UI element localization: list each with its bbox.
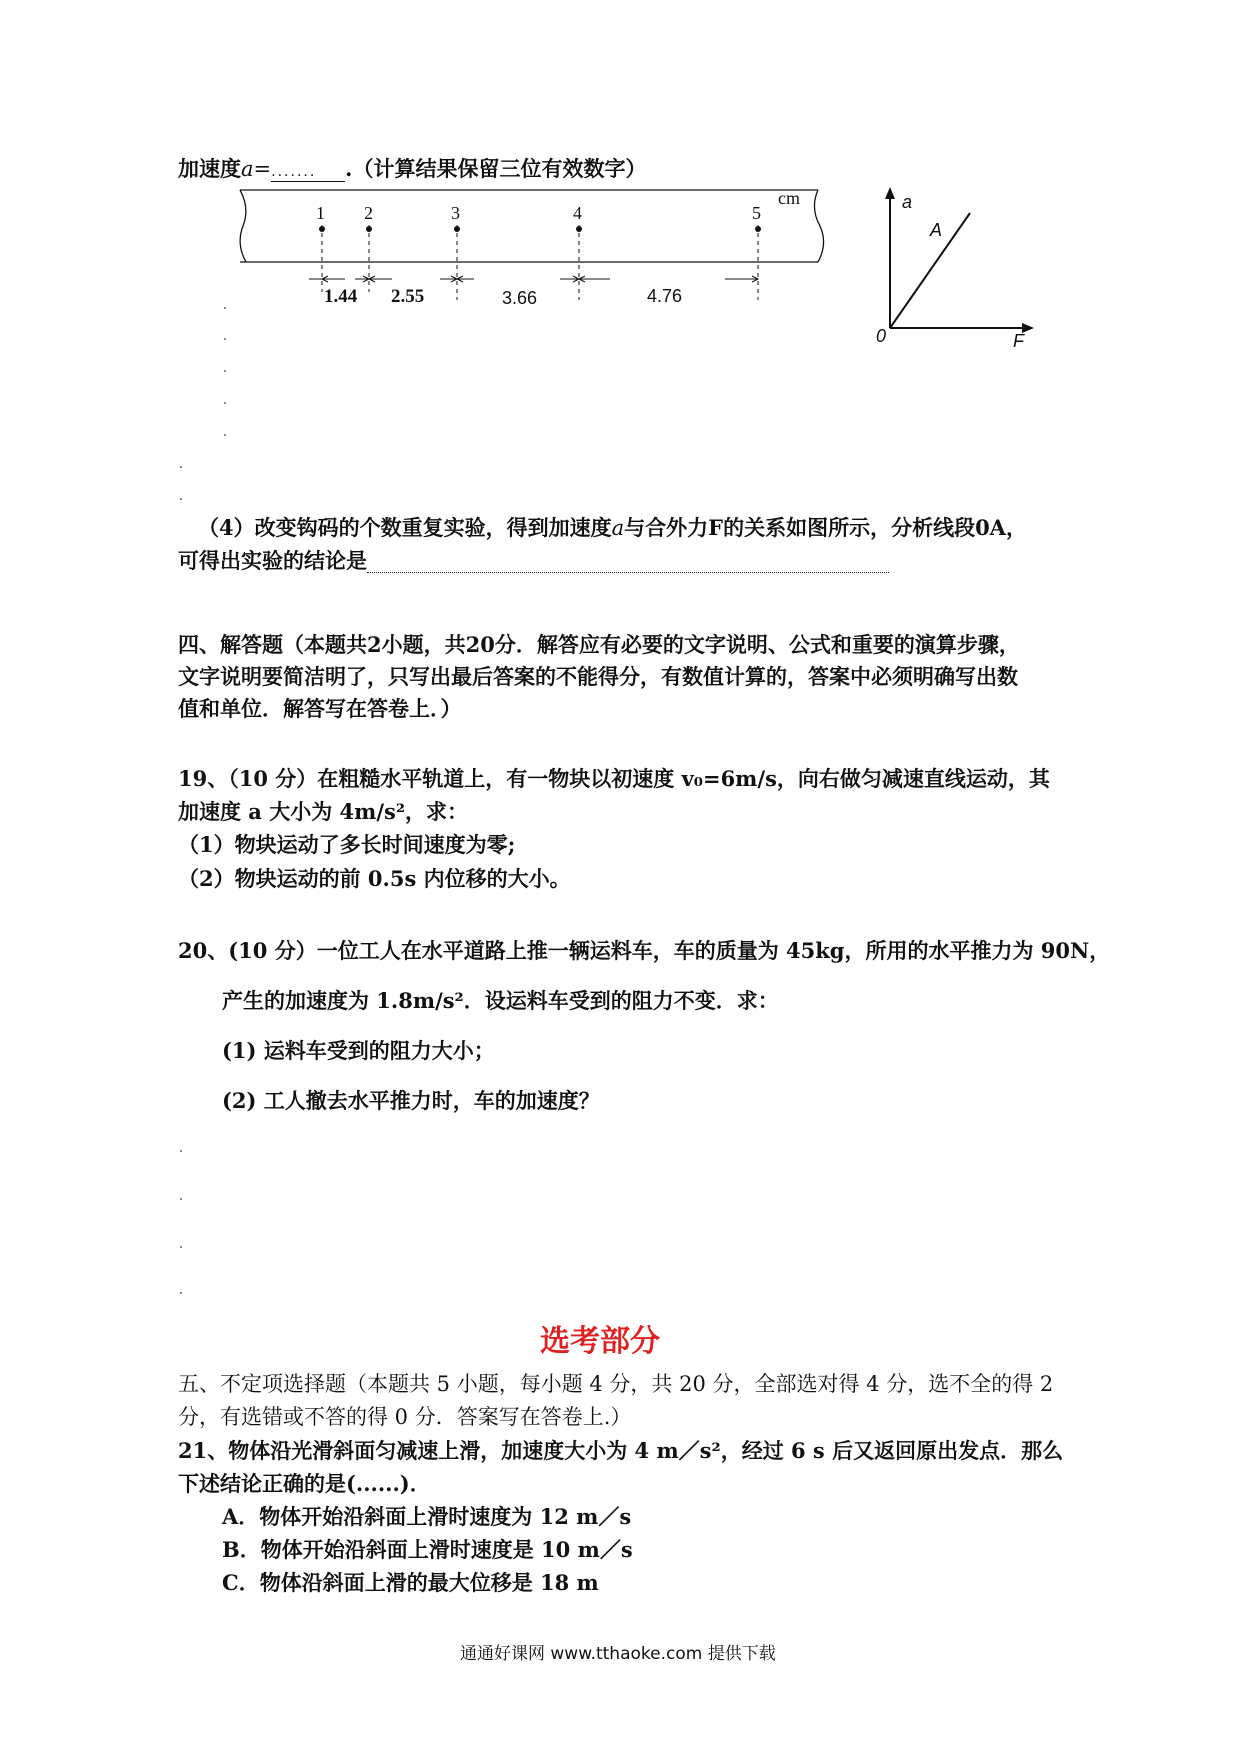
- scan-dot: [224, 434, 226, 436]
- tape-left-tear: [240, 190, 246, 262]
- scan-dot: [180, 466, 182, 468]
- point-1-dot: [319, 226, 325, 232]
- measure-arrow-5: [725, 276, 758, 282]
- point-1-label: 1: [316, 203, 325, 223]
- point-3-label: 3: [451, 203, 460, 223]
- point-2-label: 2: [364, 203, 373, 223]
- q21-option-b[interactable]: B．物体开始沿斜面上滑时速度是 10 m／s: [222, 1537, 633, 1562]
- section4-line3: 值和单位．解答写在答卷上．）: [178, 696, 462, 721]
- distance-4-5: 4.76: [647, 286, 683, 306]
- elective-section-title: 选考部分: [540, 1324, 660, 1359]
- part4-line1: [198, 515, 1027, 541]
- scan-dot: [180, 1246, 182, 1248]
- q21-option-c[interactable]: C．物体沿斜面上滑的最大位移是 18 m: [222, 1570, 599, 1595]
- graph-svg: [860, 185, 1050, 355]
- graph-y-label: a: [902, 192, 913, 212]
- q21-option-a[interactable]: A．物体开始沿斜面上滑时速度为 12 m／s: [222, 1504, 632, 1529]
- part4-text-b: 与合外力F的关系如图所示，分析线段0A，: [624, 515, 1027, 540]
- point-3-dot: [454, 226, 460, 232]
- q19-line1: 19、（10 分）在粗糙水平轨道上，有一物块以初速度 v₀=6m/s，向右做匀减速直线运动，其: [178, 766, 1050, 791]
- section5-line1: 五、不定项选择题（本题共 5 小题，每小题 4 分，共 20 分，全部选对得 4 分，选不全的得 2: [178, 1372, 1054, 1396]
- accel-prefix: 加速度: [178, 156, 241, 181]
- point-5-label: 5: [752, 203, 761, 223]
- scan-dot: [180, 1150, 182, 1152]
- conclusion-answer-blank[interactable]: [367, 552, 889, 573]
- graph-origin-label: 0: [876, 326, 887, 346]
- q20-part1: (1) 运料车受到的阻力大小；: [222, 1038, 495, 1063]
- section4-line2: 文字说明要简洁明了，只写出最后答案的不能得分，有数值计算的，答案中必须明确写出数: [178, 664, 1018, 689]
- point-5-dot: [755, 226, 761, 232]
- q19-part1: （1）物块运动了多长时间速度为零;: [178, 832, 516, 857]
- measure-arrow-2-3: [355, 276, 392, 282]
- section4-line1: 四、解答题（本题共2小题，共20分．解答应有必要的文字说明、公式和重要的演算步骤，: [178, 632, 1020, 657]
- q19-part2: （2）物块运动的前 0.5s 内位移的大小。: [178, 866, 571, 891]
- q20-line1: 20、(10 分）一位工人在水平道路上推一辆运料车，车的质量为 45kg，所用的水平推力为 90N，: [178, 938, 1111, 963]
- measure-arrow-3: [440, 276, 474, 282]
- accel-answer-blank[interactable]: .......: [271, 164, 345, 182]
- part4-text-a: （4）改变钩码的个数重复实验，得到加速度: [198, 515, 612, 540]
- scan-dot: [224, 402, 226, 404]
- point-2-dot: [366, 226, 372, 232]
- accel-question-line: [178, 156, 646, 182]
- point-4-label: 4: [573, 203, 582, 223]
- distance-2-3: 2.55: [391, 286, 425, 307]
- tape-right-tear: [814, 190, 823, 262]
- accel-suffix: .（计算结果保留三位有效数字）: [345, 156, 647, 181]
- tape-unit-label: cm: [778, 188, 800, 208]
- measure-arrow-4: [560, 276, 610, 282]
- scan-dot: [180, 1198, 182, 1200]
- scan-dot: [180, 1292, 182, 1294]
- scan-dot: [224, 370, 226, 372]
- graph-line-label: A: [930, 220, 943, 240]
- y-axis-arrow: [885, 187, 895, 199]
- graph-x-label: F: [1013, 331, 1024, 351]
- q21-line2: 下述结论正确的是(......)．: [178, 1471, 431, 1496]
- scan-dot: [224, 307, 226, 309]
- section5-line2: 分，有选错或不答的得 0 分．答案写在答卷上.）: [178, 1405, 632, 1429]
- q20-line2: 产生的加速度为 1.8m/s²．设运料车受到的阻力不变．求：: [222, 988, 779, 1013]
- scan-dot: [180, 498, 182, 500]
- distance-3-4: 3.66: [502, 288, 538, 308]
- q19-line2: 加速度 a 大小为 4m/s²，求：: [178, 799, 469, 824]
- page-footer: 通通好课网 www.tthaoke.com 提供下载: [460, 1644, 776, 1664]
- part4-accel-symbol: a: [611, 516, 625, 540]
- accel-equals: =: [253, 157, 272, 181]
- scan-dot: [224, 338, 226, 340]
- acceleration-force-graph: [860, 185, 1050, 355]
- accel-symbol: a: [241, 157, 254, 181]
- distance-1-2: 1.44: [324, 286, 358, 307]
- point-4-dot: [576, 226, 582, 232]
- part4-line2: [178, 548, 889, 573]
- q21-line1: 21、物体沿光滑斜面匀减速上滑，加速度大小为 4 m／s²，经过 6 s 后又返回原出发点．那么: [178, 1438, 1064, 1463]
- q20-part2: (2) 工人撤去水平推力时，车的加速度？: [222, 1088, 600, 1113]
- measure-arrow-1-2: [309, 276, 345, 282]
- part4-conclusion-prompt: 可得出实验的结论是: [178, 548, 367, 573]
